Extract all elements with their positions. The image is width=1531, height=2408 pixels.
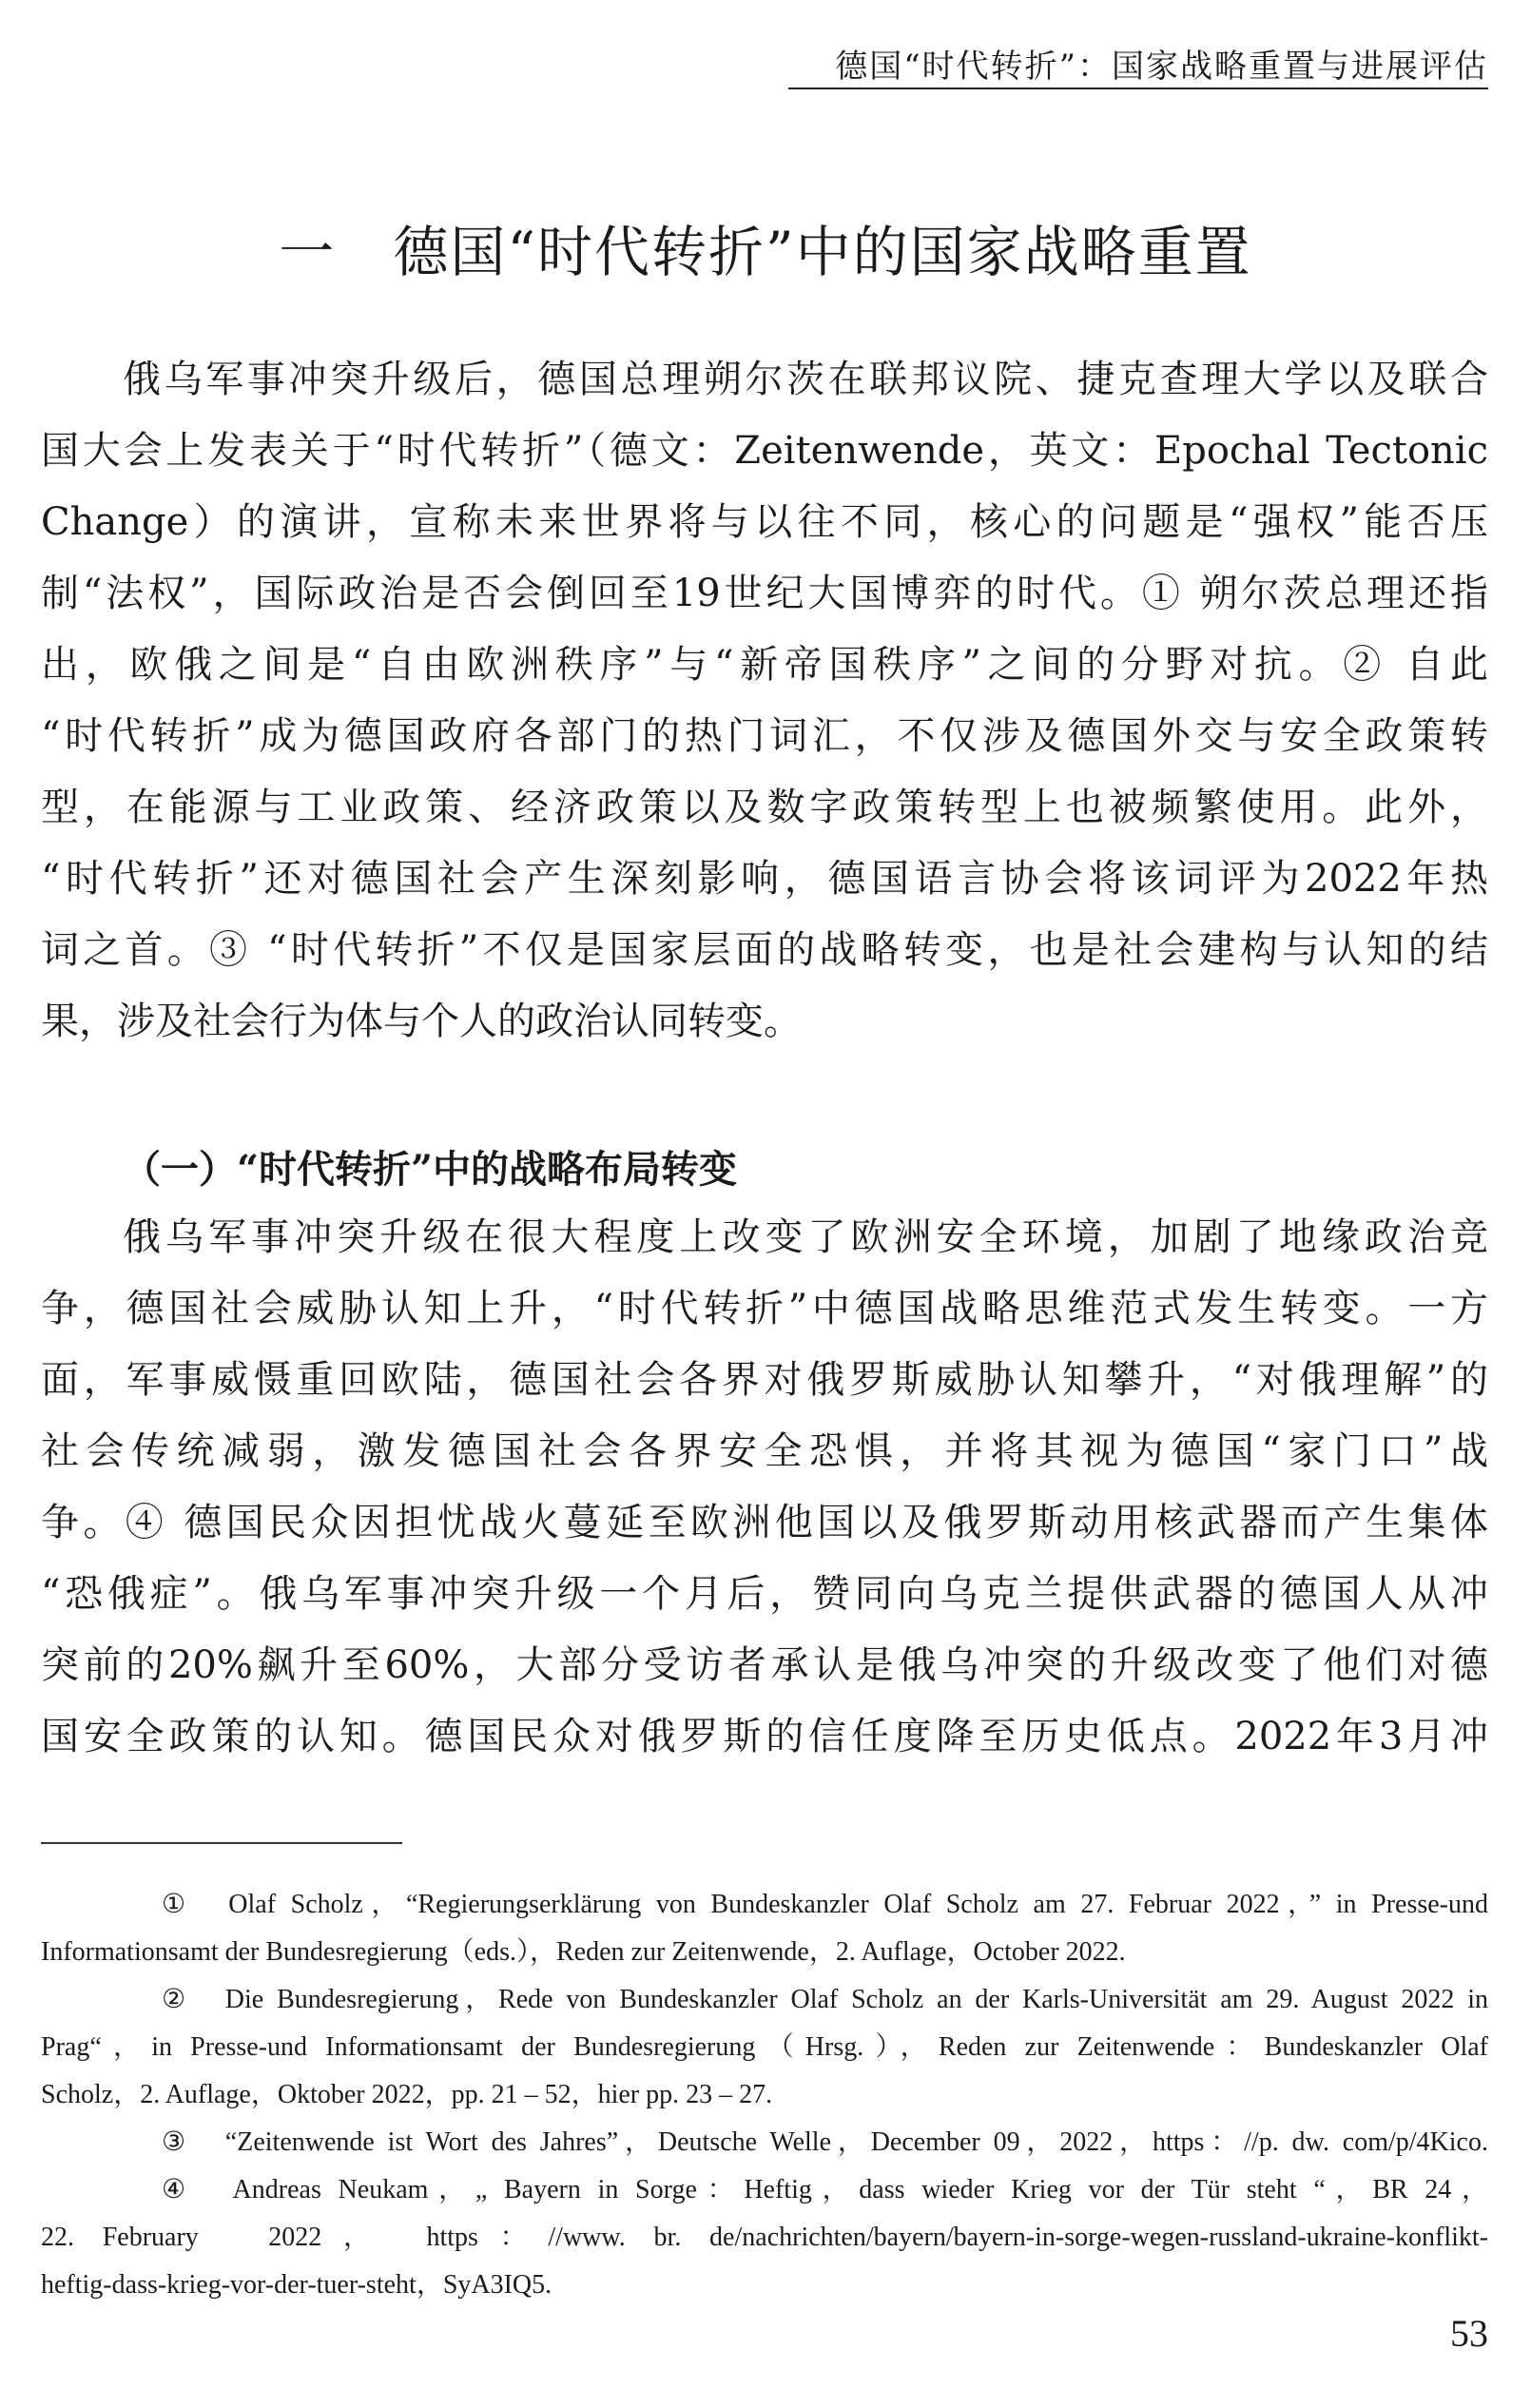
footnote-line: Scholz，2. Auflage，Oktober 2022，pp. 21 – 52，hier pp. 23 – 27. xyxy=(41,2080,773,2109)
paragraph-1 xyxy=(41,344,1488,1058)
footnote-line: heftig-dass-krieg-vor-der-tuer-steht，SyA3IQ5. xyxy=(41,2270,552,2300)
text-line: 国大会上发表关于“时代转折”（德文：Zeitenwende，英文：Epochal Tectonic xyxy=(41,429,1488,473)
footnotes xyxy=(41,1881,1488,2309)
footnote-line: ③ “Zeitenwende ist Wort des Jahres”，Deutsche Welle，December 09，2022，https：//p. dw. com/p/4Kico. xyxy=(162,2127,1488,2157)
text-line: 国安全政策的认知。德国民众对俄罗斯的信任度降至历史低点。2022年3月冲 xyxy=(41,1715,1488,1758)
text-line: “时代转折”成为德国政府各部门的热门词汇，不仅涉及德国外交与安全政策转 xyxy=(41,714,1488,758)
text-line: 果，涉及社会行为体与个人的政治认同转变。 xyxy=(41,1000,802,1043)
footnote-line: ④ Andreas Neukam，„ Bayern in Sorge：Heftig，dass wieder Krieg vor der Tür steht “，BR 24， xyxy=(162,2175,1488,2204)
text-line: “时代转折”还对德国社会产生深刻影响，德国语言协会将该词评为2022年热 xyxy=(41,857,1488,901)
running-head: 德国“时代转折”：国家战略重置与进展评估 xyxy=(835,48,1488,86)
text-line: 面，军事威慑重回欧陆，德国社会各界对俄罗斯威胁认知攀升，“对俄理解”的 xyxy=(41,1358,1488,1402)
text-line: 俄乌军事冲突升级在很大程度上改变了欧洲安全环境，加剧了地缘政治竞 xyxy=(123,1215,1488,1259)
text-line: 俄乌军事冲突升级后，德国总理朔尔茨在联邦议院、捷克查理大学以及联合 xyxy=(123,358,1488,401)
footnote-line: 22. February 2022， https：//www. br. de/nachrichten/bayern/bayern-in-sorge-wegen-russland-ukraine-konflikt- xyxy=(41,2223,1488,2252)
text-line: 词之首。③ “时代转折”不仅是国家层面的战略转变，也是社会建构与认知的结 xyxy=(41,928,1488,972)
text-line: 社会传统减弱，激发德国社会各界安全恐惧，并将其视为德国“家门口”战 xyxy=(41,1429,1488,1473)
section-title: 一 德国“时代转折”中的国家战略重置 xyxy=(279,220,1252,284)
text-line: Change）的演讲，宣称未来世界将与以往不同，核心的问题是“强权”能否压 xyxy=(41,500,1488,544)
text-line: 争，德国社会威胁认知上升，“时代转折”中德国战略思维范式发生转变。一方 xyxy=(41,1287,1488,1330)
footnote-line: Informationsamt der Bundesregierung（eds.），Reden zur Zeitenwende，2. Auflage，October 2022. xyxy=(41,1937,1126,1967)
text-line: “恐俄症”。俄乌军事冲突升级一个月后，赞同向乌克兰提供武器的德国人从冲 xyxy=(41,1572,1488,1616)
footnote-line: Prag“，in Presse-und Informationsamt der Bundesregierung（Hrsg.），Reden zur Zeitenwende：Bundeskanzler Olaf xyxy=(41,2032,1488,2062)
text-line: 型，在能源与工业政策、经济政策以及数字政策转型上也被频繁使用。此外， xyxy=(41,786,1488,829)
text-line: 争。④ 德国民众因担忧战火蔓延至欧洲他国以及俄罗斯动用核武器而产生集体 xyxy=(41,1501,1488,1544)
footnote-line: ① Olaf Scholz，“Regierungserklärung von Bundeskanzler Olaf Scholz am 27. Februar 2022，” in Presse-und xyxy=(162,1890,1488,1919)
text-line: 制“法权”，国际政治是否会倒回至19世纪大国博弈的时代。① 朔尔茨总理还指 xyxy=(41,572,1488,615)
footnote-rule xyxy=(41,1842,402,1844)
page-number: 53 xyxy=(1450,2312,1488,2355)
text-line: 出，欧俄之间是“自由欧洲秩序”与“新帝国秩序”之间的分野对抗。② 自此 xyxy=(41,643,1488,687)
header-rule xyxy=(788,87,1488,89)
subsection-heading: （一）“时代转折”中的战略布局转变 xyxy=(123,1147,738,1192)
text-line: 突前的20%飙升至60%，大部分受访者承认是俄乌冲突的升级改变了他们对德 xyxy=(41,1643,1488,1687)
footnote-line: ② Die Bundesregierung，Rede von Bundeskanzler Olaf Scholz an der Karls-Universität am 29. August 2022 in xyxy=(162,1985,1488,2014)
paragraph-2 xyxy=(41,1202,1488,1773)
